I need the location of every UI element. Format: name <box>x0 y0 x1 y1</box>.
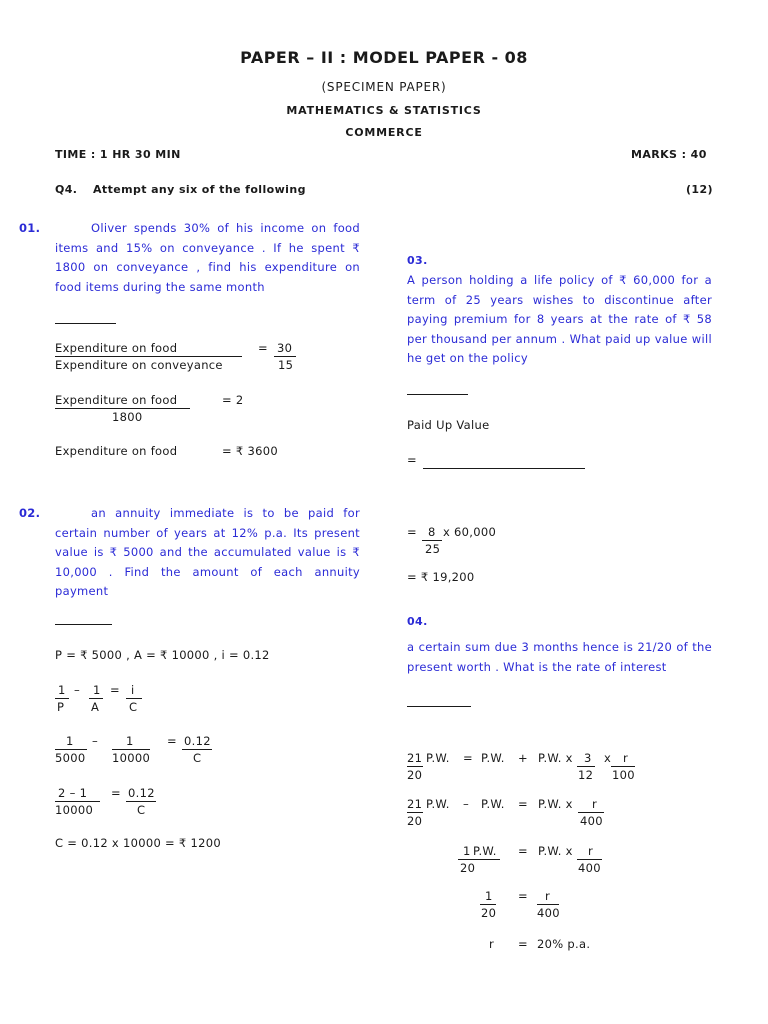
q4-r1-pw: P.W. <box>426 751 450 765</box>
q3-answer-rule <box>407 394 468 395</box>
q1-l2-numerator: Expenditure on food <box>55 393 178 407</box>
q1-l1-denominator: Expenditure on conveyance <box>55 358 223 372</box>
q2-number: 02. <box>19 506 41 520</box>
question-instruction: Attempt any six of the following <box>93 183 306 196</box>
q2-f1-c-bar <box>126 698 142 699</box>
q4-r1-a-den: 20 <box>407 768 423 782</box>
q4-r1-equals: = <box>463 751 473 765</box>
q1-l1-equals: = <box>258 341 268 355</box>
q2-f1-c-den: C <box>129 700 138 714</box>
q4-r3-pw3: P.W. x <box>538 844 573 858</box>
q4-r1-c-bar <box>611 766 635 767</box>
q2-f3-c-num: 0.12 <box>128 786 155 800</box>
page-title: PAPER – II : MODEL PAPER - 08 <box>240 48 528 67</box>
q4-r3-c-num: r <box>588 844 594 858</box>
q4-r1-b-den: 12 <box>578 768 594 782</box>
q4-r2-a-num: 21 <box>407 797 423 811</box>
q4-r3-equals: = <box>518 844 528 858</box>
q2-f2-b-num: 1 <box>126 734 134 748</box>
q4-number: 04. <box>407 615 428 628</box>
q1-l1-rhs-bar <box>274 356 296 357</box>
q2-f1-b-num: 1 <box>93 683 101 697</box>
q4-r3-a-bar <box>458 859 500 860</box>
q4-r4-a-bar <box>480 904 496 905</box>
q4-r4-c-num: r <box>545 889 551 903</box>
q2-f1-b-den: A <box>91 700 100 714</box>
q4-r1-c-den: 100 <box>612 768 635 782</box>
q2-f2-c-num: 0.12 <box>184 734 211 748</box>
q4-r2-c-bar <box>578 812 604 813</box>
q4-r2-c-num: r <box>592 797 598 811</box>
q4-r2-a-bar <box>407 812 423 813</box>
q3-number: 03. <box>407 254 428 267</box>
q1-text: Oliver spends 30% of his income on food items and 15% on conveyance . If he spent ₹ 1800 on conveyance , find his expenditure on food items during the same month <box>55 221 360 294</box>
q4-r1-c-num: r <box>623 751 629 765</box>
q3-s1-numerator: 8 <box>428 525 436 539</box>
q2-answer-rule <box>55 624 112 625</box>
specimen-label: (SPECIMEN PAPER) <box>321 80 447 94</box>
q2-f1-a-den: P <box>57 700 65 714</box>
q1-l1-rhs-denominator: 15 <box>278 358 294 372</box>
q2-f2-a-bar <box>55 749 87 750</box>
q2-statement <box>19 504 360 602</box>
q4-r4-equals: = <box>518 889 528 903</box>
q2-f2-c-bar <box>182 749 212 750</box>
marks-label: MARKS : 40 <box>631 148 707 161</box>
q3-s1-equals: = <box>407 525 417 539</box>
q2-text: an annuity immediate is to be paid for certain number of years at 12% p.a. Its present value is ₹ 5000 and the accumulated value is ₹ 10,000 . Find the amount of each annuity payment <box>55 506 360 598</box>
question-marks: (12) <box>686 183 713 196</box>
q4-r3-a-num: 1 <box>463 844 471 858</box>
q2-f3-equals: = <box>111 786 121 800</box>
q4-r3-pw: P.W. <box>473 844 497 858</box>
q2-f1-a-bar <box>55 698 69 699</box>
q4-r2-c-den: 400 <box>580 814 603 828</box>
q1-l2-denominator: 1800 <box>112 410 143 424</box>
q4-answer-rule <box>407 706 471 707</box>
q4-r3-a-den: 20 <box>460 861 476 875</box>
q4-r4-a-den: 20 <box>481 906 497 920</box>
q2-f2-minus: – <box>92 734 99 748</box>
q4-r2-pw3: P.W. x <box>538 797 573 811</box>
q2-f1-a-num: 1 <box>58 683 66 697</box>
q1-answer-rule <box>55 323 116 324</box>
q2-f1-minus: – <box>74 683 81 697</box>
q2-given: P = ₹ 5000 , A = ₹ 10000 , i = 0.12 <box>55 648 270 662</box>
q4-r1-b-num: 3 <box>584 751 592 765</box>
q3-equals: = <box>407 453 417 467</box>
q2-f2-b-den: 10000 <box>112 751 151 765</box>
q4-r1-b-bar <box>577 766 595 767</box>
q3-statement: A person holding a life policy of ₹ 60,000 for a term of 25 years wishes to discontinue after paying premium for 8 years at the rate of ₹ 58 per thousand per annum . What paid up value will he get on the policy <box>407 273 712 365</box>
q2-f2-a-num: 1 <box>66 734 74 748</box>
q4-r2-pw: P.W. <box>426 797 450 811</box>
q2-f3-c-den: C <box>137 803 146 817</box>
q3-s1-fraction-bar <box>422 540 442 541</box>
q3-result: = ₹ 19,200 <box>407 570 475 584</box>
q4-r3-c-den: 400 <box>578 861 601 875</box>
q4-r5-lhs: r <box>489 937 495 951</box>
q4-r4-a-num: 1 <box>485 889 493 903</box>
q2-f3-a-den: 10000 <box>55 803 94 817</box>
q2-f2-c-den: C <box>193 751 202 765</box>
q1-l1-rhs-numerator: 30 <box>277 341 293 355</box>
q4-r1-a-num: 21 <box>407 751 423 765</box>
subject-label: MATHEMATICS & STATISTICS <box>286 104 482 117</box>
q1-l3-lhs: Expenditure on food <box>55 444 178 458</box>
q4-r1-pw3: P.W. x <box>538 751 573 765</box>
q4-r2-minus: – <box>463 797 470 811</box>
q4-r5-equals: = <box>518 937 528 951</box>
q4-r2-equals: = <box>518 797 528 811</box>
q4-r2-pw2: P.W. <box>481 797 505 811</box>
q3-s1-denominator: 25 <box>425 542 441 556</box>
q3-label: Paid Up Value <box>407 418 490 432</box>
q2-f3-c-bar <box>126 801 156 802</box>
q1-l3-rhs: = ₹ 3600 <box>222 444 278 458</box>
q1-l1-numerator: Expenditure on food <box>55 341 178 355</box>
time-label: TIME : 1 HR 30 MIN <box>55 148 181 161</box>
q2-f1-equals: = <box>110 683 120 697</box>
q4-r1-plus: + <box>518 751 528 765</box>
q1-number: 01. <box>19 221 41 235</box>
q1-l1-fraction-bar <box>55 356 242 357</box>
q4-r1-a-bar <box>407 766 423 767</box>
q3-blank-line <box>423 468 585 469</box>
q2-f1-b-bar <box>89 698 103 699</box>
q4-statement: a certain sum due 3 months hence is 21/20 of the present worth . What is the rate of interest <box>407 640 712 674</box>
q2-f2-b-bar <box>112 749 150 750</box>
q4-r4-c-den: 400 <box>537 906 560 920</box>
q4-r5-rhs: 20% p.a. <box>537 937 591 951</box>
q2-f3-a-num: 2 – 1 <box>58 786 88 800</box>
q1-l2-fraction-bar <box>55 408 190 409</box>
q4-r3-c-bar <box>577 859 602 860</box>
question-label: Q4. <box>55 183 78 196</box>
q1-statement <box>19 219 360 297</box>
q1-l2-rhs: = 2 <box>222 393 244 407</box>
q2-f1-c-num: i <box>131 683 135 697</box>
q2-f3-a-bar <box>55 801 100 802</box>
q4-r2-a-den: 20 <box>407 814 423 828</box>
q2-f2-a-den: 5000 <box>55 751 86 765</box>
q4-r1-x: x <box>604 751 612 765</box>
q4-r1-pw2: P.W. <box>481 751 505 765</box>
q3-s1-rest: x 60,000 <box>443 525 497 539</box>
q2-f2-equals: = <box>167 734 177 748</box>
stream-label: COMMERCE <box>345 126 423 139</box>
q2-result: C = 0.12 x 10000 = ₹ 1200 <box>55 836 221 850</box>
q4-r4-c-bar <box>537 904 559 905</box>
